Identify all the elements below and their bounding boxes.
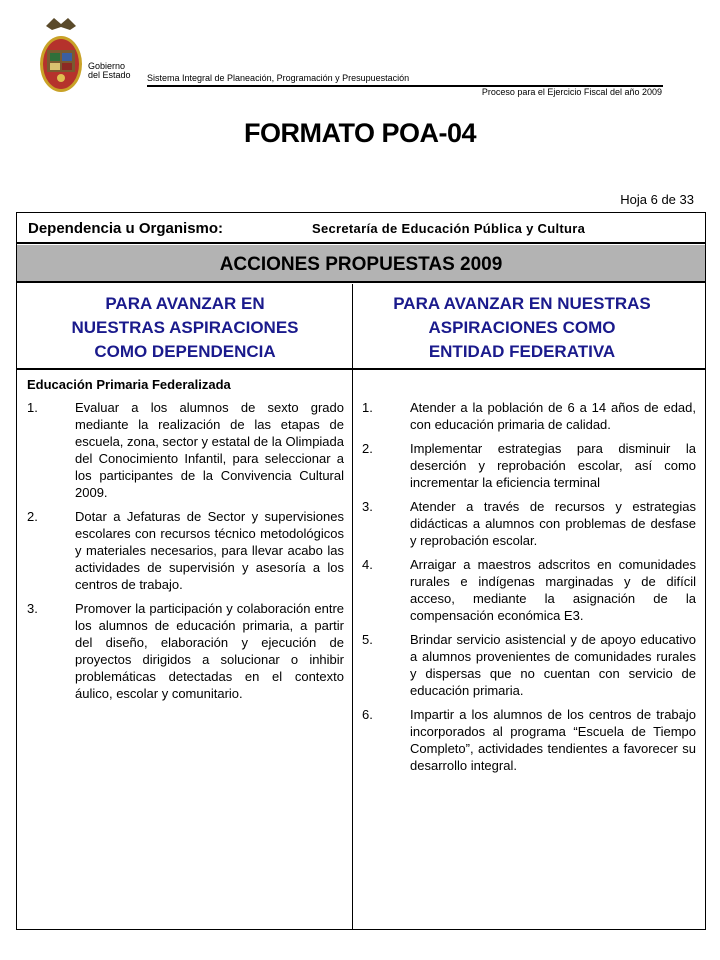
right-heading-line1: PARA AVANZAR EN NUESTRAS [393, 294, 651, 313]
item-text: Dotar a Jefaturas de Sector y supervisiones escolares con recursos técnico metodológicos y materiales necesarios, para llevar acabo las actividades de supervisión y asesoría a los centros de trabajo. [75, 509, 344, 592]
item-text: Impartir a los alumnos de los centros de trabajo incorporados al programa “Escuela de Tiempo Completo”, actividades tendientes a favorecer su desarrollo integral. [410, 707, 696, 773]
item-number: 5. [362, 632, 373, 647]
dependencia-label: Dependencia u Organismo: [28, 220, 224, 237]
item-number: 6. [362, 707, 373, 722]
right-heading-line3: ENTIDAD FEDERATIVA [428, 342, 616, 361]
column-divider [352, 284, 353, 930]
item-text: Promover la participación y colaboración entre los alumnos de educación primaria, a partir del diseño, elaboración y ejecución de proyectos dirigidos a solucionar o inhibir problemáticas detectadas en el contexto áulico, escolar y comunitario. [75, 601, 344, 701]
left-column-heading [20, 292, 350, 364]
page-title: FORMATO POA-04 [243, 118, 477, 148]
list-item [362, 706, 696, 774]
list-item [27, 600, 344, 702]
left-heading-line2: NUESTRAS ASPIRACIONES [71, 318, 299, 337]
right-action-list [362, 399, 696, 781]
state-coat-of-arms-icon [36, 16, 86, 96]
acciones-title: ACCIONES PROPUESTAS 2009 [219, 254, 503, 275]
item-text: Evaluar a los alumnos de sexto grado mediante la realización de las etapas de escuela, zona, sector y estatal de la Olimpiada del Conocimiento Infantil, para seleccionar a los participantes de la Convivencia Cultural 2009. [75, 400, 344, 500]
left-action-list [27, 399, 344, 709]
item-number: 2. [27, 509, 38, 524]
dependencia-value: Secretaría de Educación Pública y Cultura [312, 221, 586, 236]
gobierno-line1: Gobierno [88, 61, 126, 71]
item-text: Atender a la población de 6 a 14 años de edad, con educación primaria de calidad. [410, 400, 696, 432]
heading-rule [17, 368, 705, 370]
list-item [362, 498, 696, 549]
item-number: 1. [362, 400, 373, 415]
page-number: Hoja 6 de 33 [620, 192, 694, 207]
right-heading-line2: ASPIRACIONES COMO [428, 318, 616, 337]
sistema-title: Sistema Integral de Planeación, Programación y Presupuestación [147, 73, 410, 83]
gobierno-line2: del Estado [88, 70, 131, 80]
gobierno-label [88, 62, 131, 80]
proceso-title: Proceso para el Ejercicio Fiscal del año 2009 [481, 87, 662, 97]
item-text: Brindar servicio asistencial y de apoyo educativo a alumnos provenientes de comunidades rurales y dispersas que no cuentan con servicio de educación primaria. [410, 632, 696, 698]
list-item [362, 631, 696, 699]
left-heading-line1: PARA AVANZAR EN [105, 294, 265, 313]
item-text: Arraigar a maestros adscritos en comunidades rurales e indígenas marginadas y de difícil acceso, mediante la asignación de la compensación económica E3. [410, 557, 696, 623]
item-text: Atender a través de recursos y estrategias didácticas a alumnos con problemas de desfase y reprobación escolar. [410, 499, 696, 548]
left-heading-line3: COMO DEPENDENCIA [94, 342, 276, 361]
item-number: 1. [27, 400, 38, 415]
item-number: 3. [27, 601, 38, 616]
list-item [27, 399, 344, 501]
item-number: 4. [362, 557, 373, 572]
list-item [362, 440, 696, 491]
left-subtitle: Educación Primaria Federalizada [27, 377, 231, 392]
list-item [27, 508, 344, 593]
right-column-heading [357, 292, 687, 364]
list-item [362, 556, 696, 624]
item-text: Implementar estrategias para disminuir la deserción y reprobación escolar, así como incrementar la eficiencia terminal [410, 441, 696, 490]
list-item [362, 399, 696, 433]
item-number: 3. [362, 499, 373, 514]
item-number: 2. [362, 441, 373, 456]
